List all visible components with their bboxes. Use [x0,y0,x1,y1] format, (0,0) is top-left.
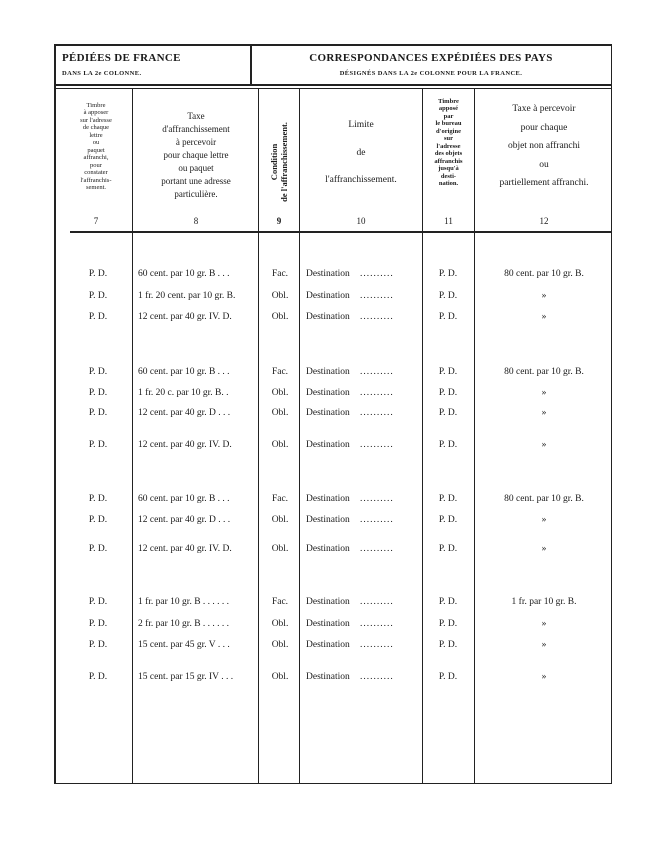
row-condition: Fac. [271,367,289,377]
row-limit: Destination [306,494,350,504]
row-limit: Destination [306,515,350,525]
row-condition: Fac. [271,494,289,504]
row-tax: 1 fr. par 10 gr. B . . . . . . [138,597,230,607]
row-condition: Obl. [271,544,289,554]
row-limit: Destination [306,312,350,322]
row-tax: 15 cent. par 45 gr. V . . . [138,640,230,650]
right-header-subtitle: DÉSIGNÉS DANS LA 2e COLONNE POUR LA FRANCE. [339,70,523,77]
row-stamp: P. D. [88,388,108,398]
row-origin-stamp: P. D. [438,269,458,279]
row-tax: 1 fr. 20 c. par 10 gr. B. . [138,388,229,398]
col9-header: Condition de l'affranchissement. [269,122,289,202]
row-origin-stamp: P. D. [438,388,458,398]
row-limit: Destination [306,440,350,450]
row-unpaid-tax: » [541,408,547,418]
row-limit: Destination [306,640,350,650]
row-origin-stamp: P. D. [438,515,458,525]
row-condition: Obl. [271,619,289,629]
header-divider [250,44,252,84]
row-unpaid-tax: » [541,619,547,629]
col10-header: Limite de l'affranchissement. [325,120,397,186]
row-leader-dots: .......... [360,408,394,418]
row-limit: Destination [306,544,350,554]
row-condition: Fac. [271,269,289,279]
row-condition: Obl. [271,440,289,450]
col7-number: 7 [93,216,99,226]
row-origin-stamp: P. D. [438,672,458,682]
col7-header: Timbre à apposer sur l'adresse de chaque lettre ou paquet affranchi, pour constater l'affranchis- sement. [80,102,112,192]
row-stamp: P. D. [88,640,108,650]
row-leader-dots: .......... [360,388,394,398]
row-unpaid-tax: » [541,312,547,322]
row-origin-stamp: P. D. [438,408,458,418]
row-limit: Destination [306,291,350,301]
row-leader-dots: .......... [360,291,394,301]
row-tax: 60 cent. par 10 gr. B . . . [138,494,230,504]
row-condition: Obl. [271,672,289,682]
row-unpaid-tax: 80 cent. par 10 gr. B. [504,269,584,279]
right-header-title: CORRESPONDANCES EXPÉDIÉES DES PAYS [309,52,553,64]
row-origin-stamp: P. D. [438,367,458,377]
row-unpaid-tax: » [541,291,547,301]
left-header-subtitle: DANS LA 2e COLONNE. [62,70,142,77]
row-stamp: P. D. [88,367,108,377]
col9-number: 9 [276,216,282,226]
row-limit: Destination [306,672,350,682]
bottom-rule [54,783,612,784]
row-stamp: P. D. [88,312,108,322]
row-stamp: P. D. [88,408,108,418]
row-limit: Destination [306,388,350,398]
row-leader-dots: .......... [360,494,394,504]
col-rule-10-11 [422,89,423,783]
col11-header: Timbre apposé par le bureau d'origine sur l'adresse des objets affranchis jusqu'à desti- nation. [434,98,463,188]
col8-header: Taxe d'affranchissement à percevoir pour chaque lettre ou paquet portant une adresse particulière. [161,111,231,200]
row-stamp: P. D. [88,672,108,682]
col12-header: Taxe à percevoir pour chaque objet non affranchi ou partiellement affranchi. [499,104,589,189]
row-leader-dots: .......... [360,367,394,377]
row-leader-dots: .......... [360,640,394,650]
column-header-rule [70,231,612,233]
row-tax: 15 cent. par 15 gr. IV . . . [138,672,234,682]
row-stamp: P. D. [88,544,108,554]
row-unpaid-tax: 80 cent. par 10 gr. B. [504,494,584,504]
row-condition: Obl. [271,515,289,525]
col-rule-11-12 [474,89,475,783]
row-origin-stamp: P. D. [438,640,458,650]
row-tax: 2 fr. par 10 gr. B . . . . . . [138,619,230,629]
row-limit: Destination [306,619,350,629]
header-thin-rule [54,88,612,89]
col12-number: 12 [539,216,549,226]
row-origin-stamp: P. D. [438,312,458,322]
row-tax: 12 cent. par 40 gr. D . . . [138,408,231,418]
row-tax: 1 fr. 20 cent. par 10 gr. B. [138,291,236,301]
row-unpaid-tax: » [541,672,547,682]
row-origin-stamp: P. D. [438,440,458,450]
left-border [54,44,56,784]
row-stamp: P. D. [88,269,108,279]
row-stamp: P. D. [88,515,108,525]
row-leader-dots: .......... [360,597,394,607]
row-limit: Destination [306,269,350,279]
row-unpaid-tax: » [541,440,547,450]
row-stamp: P. D. [88,619,108,629]
row-condition: Obl. [271,640,289,650]
row-stamp: P. D. [88,440,108,450]
row-origin-stamp: P. D. [438,291,458,301]
row-limit: Destination [306,408,350,418]
row-origin-stamp: P. D. [438,597,458,607]
row-tax: 12 cent. par 40 gr. D . . . [138,515,231,525]
row-leader-dots: .......... [360,619,394,629]
header-bottom-rule [54,84,612,86]
col8-number: 8 [193,216,199,226]
row-condition: Obl. [271,408,289,418]
row-unpaid-tax: 80 cent. par 10 gr. B. [504,367,584,377]
row-limit: Destination [306,597,350,607]
row-unpaid-tax: » [541,515,547,525]
row-unpaid-tax: » [541,388,547,398]
row-leader-dots: .......... [360,440,394,450]
col11-number: 11 [444,216,453,226]
row-origin-stamp: P. D. [438,544,458,554]
row-tax: 12 cent. par 40 gr. IV. D. [138,312,232,322]
left-header-title: PÉDIÉES DE FRANCE [62,52,181,64]
col-rule-8-9 [258,89,259,783]
row-origin-stamp: P. D. [438,619,458,629]
row-leader-dots: .......... [360,312,394,322]
row-origin-stamp: P. D. [438,494,458,504]
row-condition: Fac. [271,597,289,607]
row-leader-dots: .......... [360,672,394,682]
row-tax: 12 cent. par 40 gr. IV. D. [138,544,232,554]
row-limit: Destination [306,367,350,377]
row-condition: Obl. [271,312,289,322]
row-unpaid-tax: » [541,640,547,650]
col10-number: 10 [356,216,366,226]
row-stamp: P. D. [88,494,108,504]
row-stamp: P. D. [88,597,108,607]
row-condition: Obl. [271,291,289,301]
row-leader-dots: .......... [360,515,394,525]
row-condition: Obl. [271,388,289,398]
row-tax: 60 cent. par 10 gr. B . . . [138,269,230,279]
row-tax: 12 cent. par 40 gr. IV. D. [138,440,232,450]
row-leader-dots: .......... [360,269,394,279]
top-rule [54,44,612,46]
row-unpaid-tax: 1 fr. par 10 gr. B. [511,597,577,607]
row-unpaid-tax: » [541,544,547,554]
row-stamp: P. D. [88,291,108,301]
row-leader-dots: .......... [360,544,394,554]
row-tax: 60 cent. par 10 gr. B . . . [138,367,230,377]
